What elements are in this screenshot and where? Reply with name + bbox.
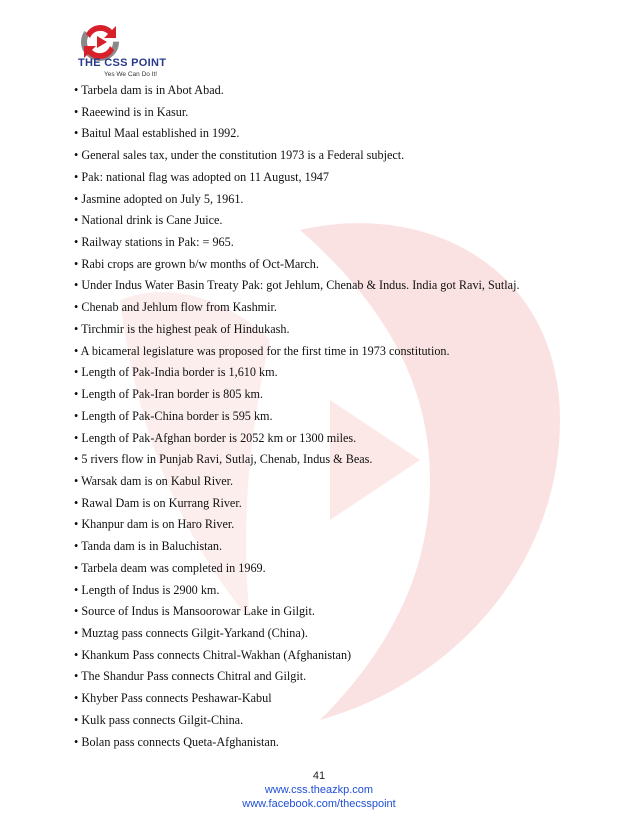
page-number: 41: [312, 770, 326, 782]
list-item: • National drink is Cane Juice.: [74, 210, 574, 232]
list-item: • Rabi crops are grown b/w months of Oct-March.: [74, 254, 574, 276]
list-item: • Warsak dam is on Kabul River.: [74, 471, 574, 493]
list-item: • Khankum Pass connects Chitral-Wakhan (Afghanistan): [74, 645, 574, 667]
list-item: • 5 rivers flow in Punjab Ravi, Sutlaj, Chenab, Indus & Beas.: [74, 449, 574, 471]
list-item: • Muztag pass connects Gilgit-Yarkand (China).: [74, 623, 574, 645]
list-item: • Tarbela dam is in Abot Abad.: [74, 80, 574, 102]
list-item: • Rawal Dam is on Kurrang River.: [74, 493, 574, 515]
list-item: • Baitul Maal established in 1992.: [74, 123, 574, 145]
list-item: • Railway stations in Pak: = 965.: [74, 232, 574, 254]
list-item: • Length of Pak-China border is 595 km.: [74, 406, 574, 428]
list-item: • A bicameral legislature was proposed for the first time in 1973 constitution.: [74, 341, 574, 363]
list-item: • Length of Indus is 2900 km.: [74, 580, 574, 602]
list-item: • Tirchmir is the highest peak of Hindukash.: [74, 319, 574, 341]
facebook-link[interactable]: www.facebook.com/thecsspoint: [242, 798, 396, 810]
list-item: • Khyber Pass connects Peshawar-Kabul: [74, 688, 574, 710]
list-item: • Jasmine adopted on July 5, 1961.: [74, 189, 574, 211]
list-item: • Chenab and Jehlum flow from Kashmir.: [74, 297, 574, 319]
list-item: • Bolan pass connects Queta-Afghanistan.: [74, 732, 574, 754]
list-item: • Raeewind is in Kasur.: [74, 102, 574, 124]
logo-name: THE CSS POINT: [78, 57, 167, 69]
list-item: • The Shandur Pass connects Chitral and Gilgit.: [74, 666, 574, 688]
list-item: • Length of Pak-Iran border is 805 km.: [74, 384, 574, 406]
list-item: • General sales tax, under the constitution 1973 is a Federal subject.: [74, 145, 574, 167]
list-item: • Pak: national flag was adopted on 11 August, 1947: [74, 167, 574, 189]
website-link[interactable]: www.css.theazkp.com: [264, 784, 374, 796]
list-item: • Source of Indus is Mansoorowar Lake in Gilgit.: [74, 601, 574, 623]
list-item: • Under Indus Water Basin Treaty Pak: got Jehlum, Chenab & Indus. India got Ravi, Sutlaj.: [74, 275, 574, 297]
list-item: • Length of Pak-India border is 1,610 km.: [74, 362, 574, 384]
list-item: • Tarbela deam was completed in 1969.: [74, 558, 574, 580]
logo-tagline: Yes We Can Do It!: [104, 71, 158, 78]
list-item: • Length of Pak-Afghan border is 2052 km or 1300 miles.: [74, 428, 574, 450]
list-item: • Tanda dam is in Baluchistan.: [74, 536, 574, 558]
fact-list: [74, 80, 574, 753]
list-item: • Kulk pass connects Gilgit-China.: [74, 710, 574, 732]
list-item: • Khanpur dam is on Haro River.: [74, 514, 574, 536]
